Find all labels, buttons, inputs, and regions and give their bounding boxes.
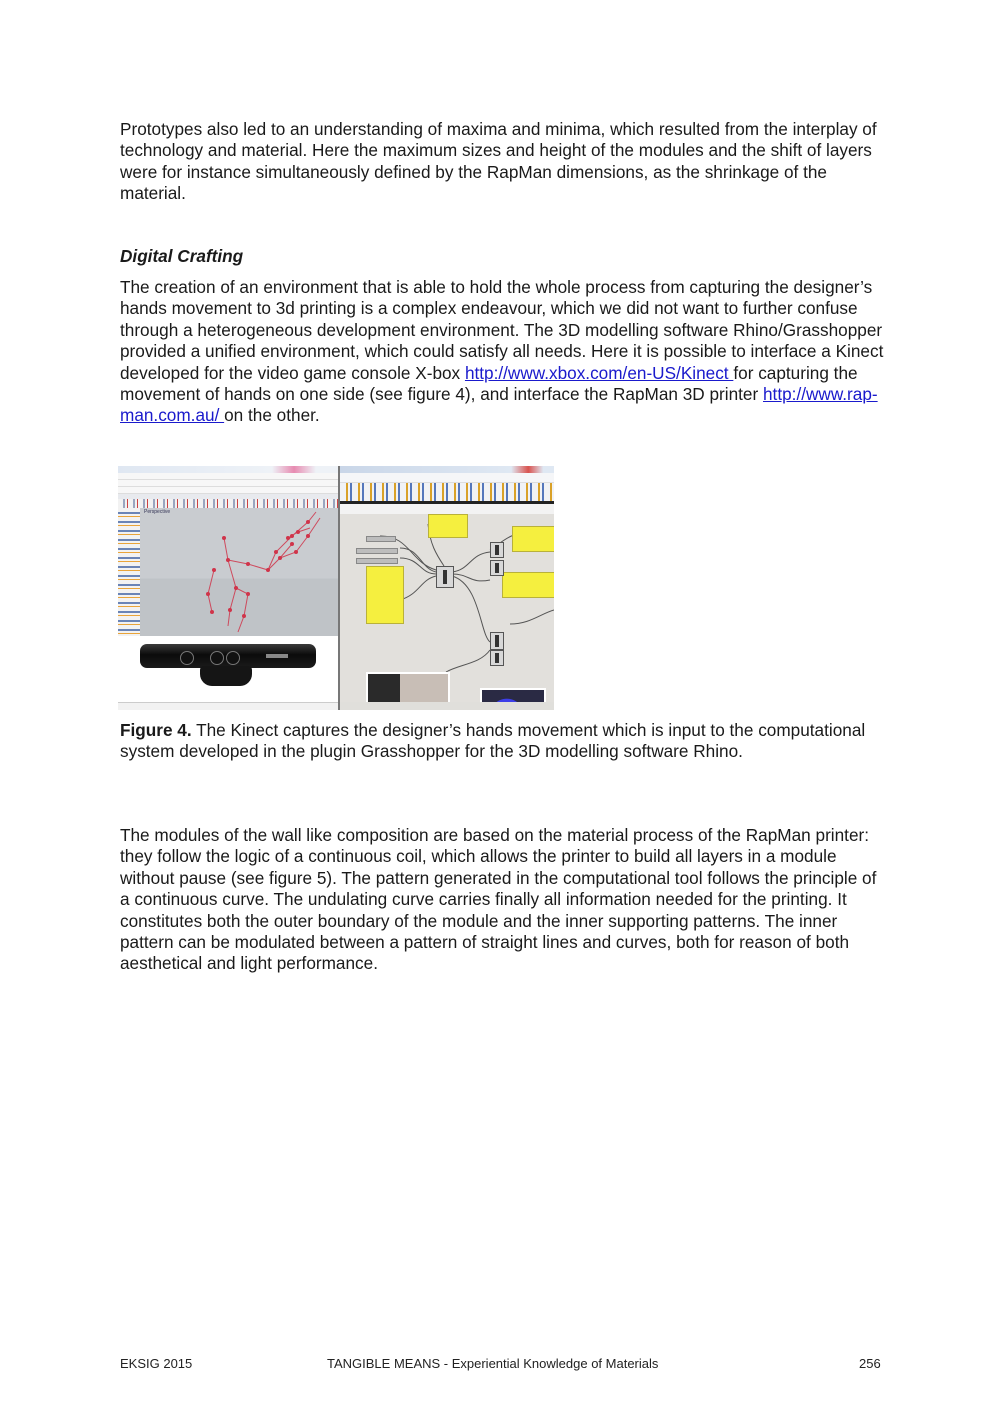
kinect-sensor-body [140, 644, 316, 668]
kinect-base [200, 666, 252, 686]
skeleton-icon [140, 508, 338, 636]
xbox-kinect-link[interactable]: http://www.xbox.com/en-US/Kinect [464, 362, 734, 383]
rapman-link[interactable]: http://www.rap-man.com.au/ [120, 384, 878, 426]
rhino-statusbar [118, 702, 338, 710]
rhino-menubar [118, 473, 338, 480]
grasshopper-titlebar [340, 466, 554, 473]
rhino-command-prompt [118, 487, 338, 494]
section-paragraph [120, 277, 890, 427]
figure-4-image [118, 466, 554, 710]
panel-note [512, 526, 554, 552]
kinect-lens-icon [180, 651, 194, 665]
figure-4-caption [120, 720, 890, 763]
rhino-titlebar [118, 466, 338, 473]
panel-note [502, 572, 554, 598]
component-node [490, 632, 504, 650]
component-node [490, 560, 504, 576]
number-slider [366, 536, 396, 542]
footer-title: TANGIBLE MEANS - Experiential Knowledge of Materials [327, 1356, 659, 1371]
grasshopper-canvas [340, 514, 554, 702]
rhino-side-toolbar [118, 508, 140, 636]
caption-label: Figure 4. [120, 720, 192, 740]
kinect-logo [266, 654, 288, 658]
rhino-viewport [140, 508, 338, 636]
section-text-2: for capturing the movement of hands on one side (see figure 4), and interface the RapMan 3D printer [120, 362, 858, 405]
grasshopper-component-ribbon [340, 483, 554, 501]
kinect-sensor-photo [118, 636, 338, 702]
component-node [490, 650, 504, 666]
section-text-1: The creation of an environment that is able to hold the whole process from capturing the designer’s hands movement to 3d printing is a complex endeavour, which we did not want to further confuse through a heterogeneous development environment. The 3D modelling software Rhino/Grasshopper provided a unified environment, which could satisfy all needs. Here it is possible to interface a Kinect developed for the video game console X-box [120, 277, 884, 383]
caption-text: The Kinect captures the designer’s hands movement which is input to the computational system developed in the plugin Grasshopper for the 3D modelling software Rhino. [120, 720, 866, 762]
rhino-toolbar [118, 499, 338, 508]
page-number: 256 [859, 1356, 881, 1371]
panel-note [366, 566, 404, 624]
number-slider [356, 548, 398, 554]
rhino-screenshot [118, 466, 340, 710]
grasshopper-screenshot [340, 466, 554, 710]
section-text-3: on the other. [224, 405, 320, 426]
modules-paragraph: The modules of the wall like composition are based on the material process of the RapMan printer: they follow the logic of a continuous coil, which allows the printer to build all layers in a module without pause (see figure 5). The pattern generated in the computational tool follows the principle of a continuous curve. The undulating curve carries finally all information needed for the printing. It constitutes both the outer boundary of the module and the inner supporting patterns. The inner pattern can be modulated between a pattern of straight lines and curves, both for reason of both aesthetical and light performance. [120, 825, 877, 974]
section-heading: Digital Crafting [120, 246, 244, 266]
panel-note [428, 514, 468, 538]
grasshopper-statusbar [340, 702, 554, 710]
kinect-lens-icon [226, 651, 240, 665]
kinect-component-node [436, 566, 454, 588]
component-node [490, 542, 504, 558]
grasshopper-menubar [340, 473, 554, 483]
viewport-label: Perspective [144, 509, 171, 515]
number-slider [356, 558, 398, 564]
intro-paragraph: Prototypes also led to an understanding of maxima and minima, which resulted from the interplay of technology and material. Here the maximum sizes and height of the modules and the shift of layers were for instance simultaneously defined by the RapMan dimensions, as the shrinkage of the material. [120, 119, 877, 204]
rhino-command-line [118, 480, 338, 487]
footer-conference: EKSIG 2015 [120, 1356, 193, 1371]
kinect-lens-icon [210, 651, 224, 665]
